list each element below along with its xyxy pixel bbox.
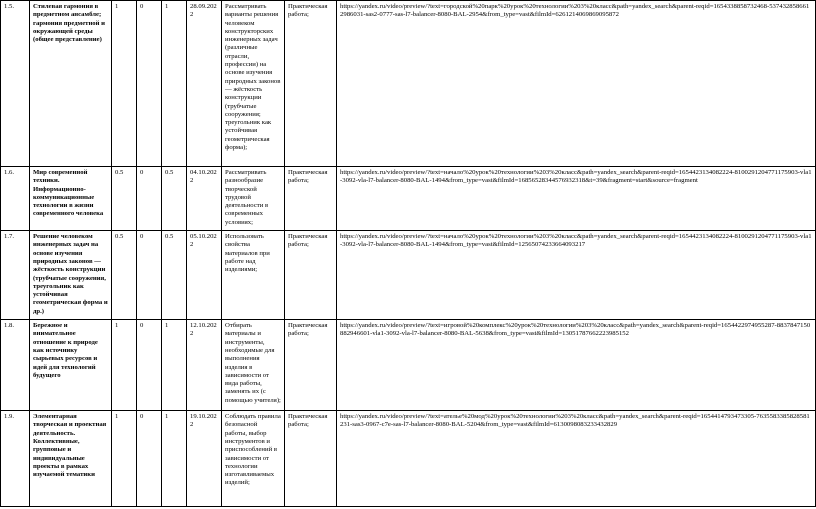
lesson-topic: Бережное и внимательное отношение к природе как источнику сырьевых ресурсов и идей для технологий будущего xyxy=(30,320,112,411)
lesson-number: 1.7. xyxy=(1,231,30,320)
control-type: Практическая работа; xyxy=(285,320,337,411)
resource-link[interactable]: https://yandex.ru/video/preview/?text=начало%20урок%20технологии%203%20класс&path=yandex_search&parent-reqid=1654423134082224-8100291204771175903-vla1-3092-vla-l7-balancer-8080-BAL-1494&from_type=vast&filmId=12565074233664093217 xyxy=(337,231,816,320)
lesson-date: 28.09.2022 xyxy=(187,1,222,167)
activity-description: Рассматривать варианты решения человеком конструкторских инженерных задач (различные отрасли, профессии) на основе изучения природных законов — жёсткость конструкции (трубчатые сооружения; треугольник как устойчивая геометрическая форма); xyxy=(222,1,285,167)
hours-control: 0 xyxy=(137,167,162,231)
control-type: Практическая работа; xyxy=(285,167,337,231)
resource-link[interactable]: https://yandex.ru/video/preview/?text=ателье%20мод%20урок%20технологии%203%20класс&path=yandex_search&parent-reqid=1654414793473305-7635583385828581231-sas3-0967-c7e-sas-l7-balancer-8080-BAL-5204&from_type=vast&filmId=6130098083233432829 xyxy=(337,411,816,507)
hours-practice: 1 xyxy=(162,320,187,411)
hours-total: 0.5 xyxy=(112,231,137,320)
activity-description: Отбирать материалы и инструменты, необходимые для выполнения изделия в зависимости от вида работы, заменять их (с помощью учителя); xyxy=(222,320,285,411)
table-row xyxy=(1,1,816,167)
hours-practice: 1 xyxy=(162,411,187,507)
hours-control: 0 xyxy=(137,320,162,411)
control-type: Практическая работа; xyxy=(285,231,337,320)
lesson-date: 12.10.2022 xyxy=(187,320,222,411)
hours-total: 1 xyxy=(112,320,137,411)
hours-control: 0 xyxy=(137,1,162,167)
table-row xyxy=(1,167,816,231)
lesson-number: 1.6. xyxy=(1,167,30,231)
hours-practice: 1 xyxy=(162,1,187,167)
lesson-topic: Решение человеком инженерных задач на основе изучения природных законов — жёсткость конструкции (трубчатые сооружения, треугольник как устойчивая геометрическая форма и др.) xyxy=(30,231,112,320)
table-row xyxy=(1,411,816,507)
activity-description: Рассматривать разнообразие творческой трудовой деятельности в современных условиях; xyxy=(222,167,285,231)
hours-total: 1 xyxy=(112,1,137,167)
lesson-date: 04.10.2022 xyxy=(187,167,222,231)
lesson-number: 1.8. xyxy=(1,320,30,411)
lesson-topic: Мир современной техники. Информационно-коммуникационные технологии в жизни современного человека xyxy=(30,167,112,231)
lesson-topic: Стилевая гармония в предметном ансамбле; гармония предметной и окружающей среды (общее представление) xyxy=(30,1,112,167)
table-row xyxy=(1,231,816,320)
control-type: Практическая работа; xyxy=(285,411,337,507)
lesson-date: 19.10.2022 xyxy=(187,411,222,507)
lesson-number: 1.5. xyxy=(1,1,30,167)
hours-practice: 0.5 xyxy=(162,231,187,320)
activity-description: Соблюдать правила безопасной работы, выбор инструментов и приспособлений в зависимости от технологии изготавливаемых изделий; xyxy=(222,411,285,507)
hours-control: 0 xyxy=(137,231,162,320)
hours-total: 1 xyxy=(112,411,137,507)
lesson-topic: Элементарная творческая и проектная деятельность. Коллективные, групповые и индивидуальные проекты в рамках изучаемой тематики xyxy=(30,411,112,507)
hours-total: 0.5 xyxy=(112,167,137,231)
lesson-number: 1.9. xyxy=(1,411,30,507)
resource-link[interactable]: https://yandex.ru/video/preview/?text=городской%20парк%20урок%20технологии%203%20класс&path=yandex_search&parent-reqid=1654338858732468-5374328586612986031-sas2-0777-sas-l7-balancer-8080-BAL-2954&from_type=vast&filmId=6261214069869095872 xyxy=(337,1,816,167)
lesson-date: 05.10.2022 xyxy=(187,231,222,320)
resource-link[interactable]: https://yandex.ru/video/preview/?text=игровой%20комплекс%20урок%20технологии%203%20класс&path=yandex_search&parent-reqid=1654422974955287-8837847150882946601-vla1-3092-vla-l7-balancer-8080-BAL-5638&from_type=vast&filmId=13051787662223985152 xyxy=(337,320,816,411)
table-row xyxy=(1,320,816,411)
control-type: Практическая работа; xyxy=(285,1,337,167)
hours-practice: 0.5 xyxy=(162,167,187,231)
hours-control: 0 xyxy=(137,411,162,507)
resource-link[interactable]: https://yandex.ru/video/preview/?text=начало%20урок%20технологии%203%20класс&path=yandex_search&parent-reqid=1654423134082224-8100291204771175903-vla1-3092-vla-l7-balancer-8080-BAL-1494&from_type=vast&filmId=16856528344576932318&t=39&fragment=start&source=fragment xyxy=(337,167,816,231)
activity-description: Использовать свойства материалов при работе над изделиями; xyxy=(222,231,285,320)
